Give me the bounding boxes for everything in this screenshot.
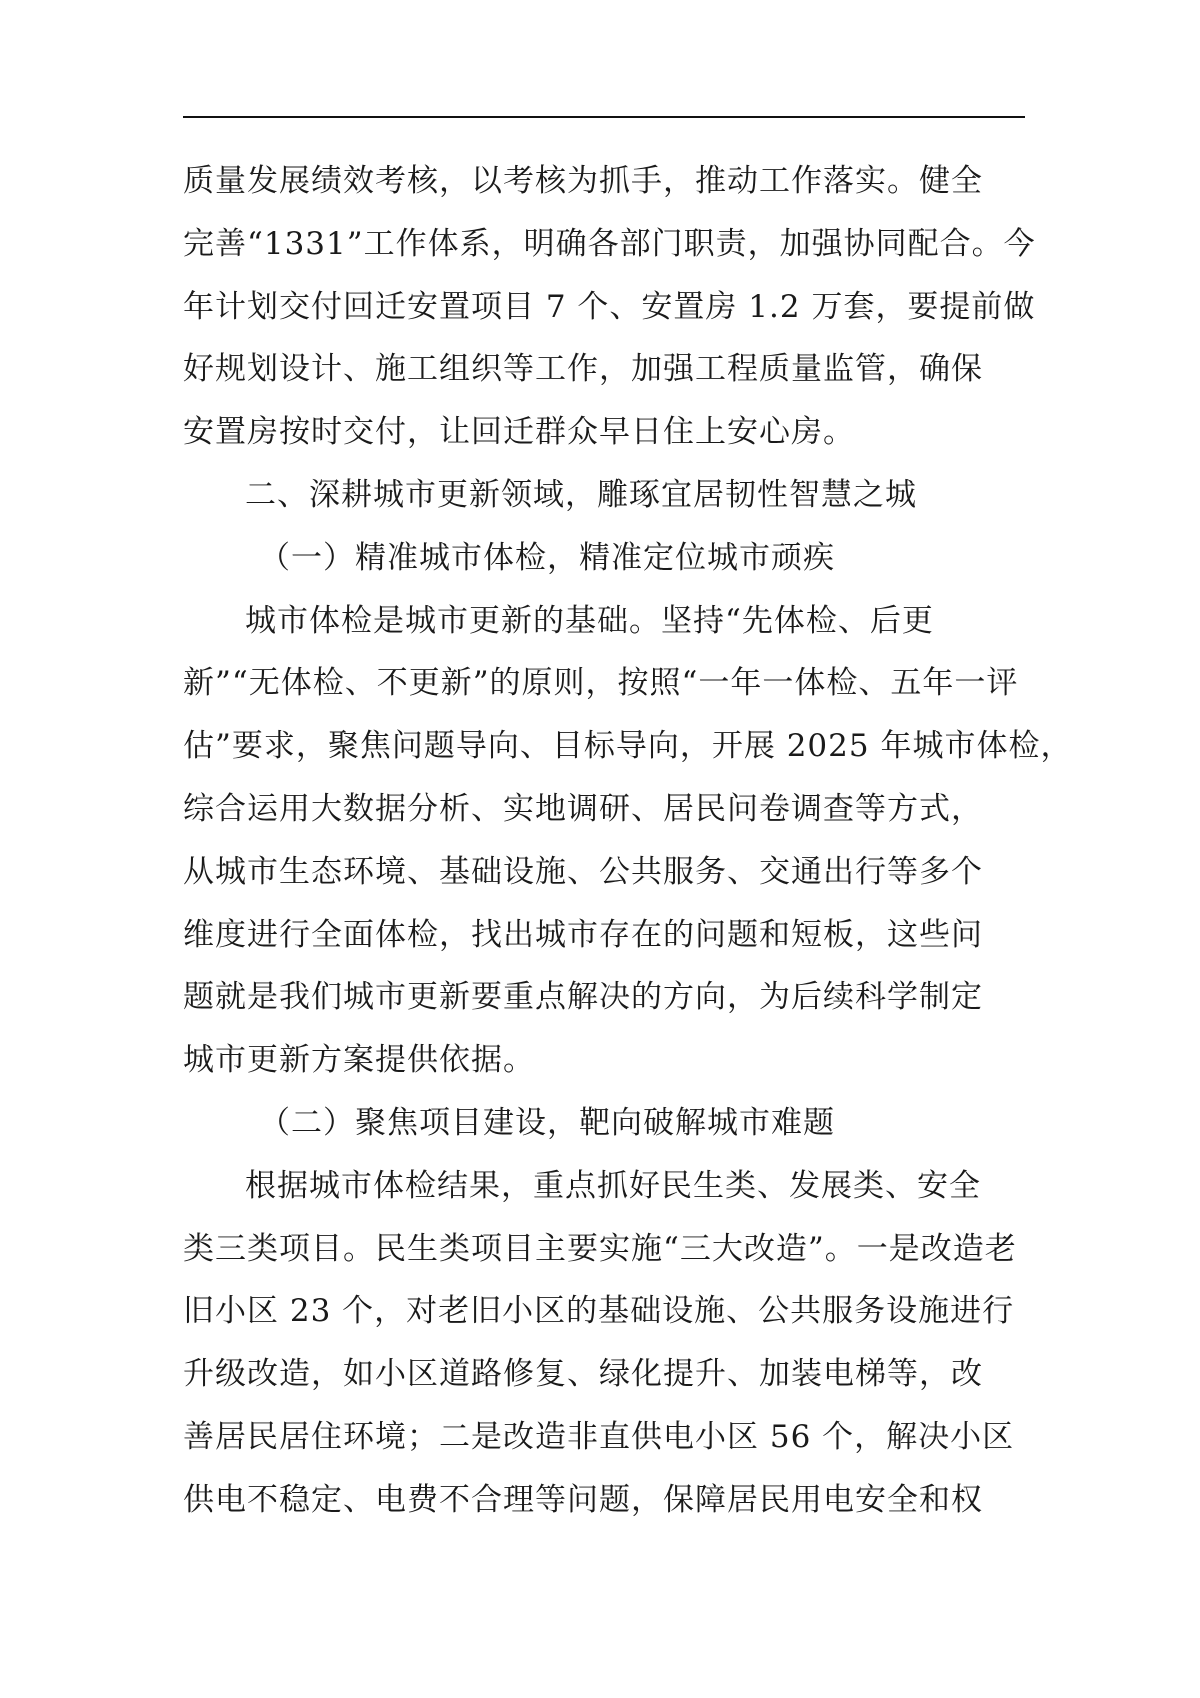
paragraph-first-line: 城市体检是城市更新的基础。坚持“先体检、后更 (245, 602, 934, 639)
body-line: 质量发展绩效考核，以考核为抓手，推动工作落实。健全 (183, 163, 983, 199)
body-line: 从城市生态环境、基础设施、公共服务、交通出行等多个 (183, 853, 983, 890)
body-line: 类三类项目。民生类项目主要实施“三大改造”。一是改造老 (183, 1230, 1017, 1267)
body-line: 善居民居住环境；二是改造非直供电小区 56 个，解决小区 (183, 1418, 1015, 1455)
body-line: 估”要求，聚焦问题导向、目标导向，开展 2025 年城市体检， (183, 728, 1073, 765)
body-line: 升级改造，如小区道路修复、绿化提升、加装电梯等，改 (183, 1356, 983, 1393)
body-line: 新”“无体检、不更新”的原则，按照“一年一体检、五年一评 (183, 665, 1019, 702)
body-line: 维度进行全面体检，找出城市存在的问题和短板，这些问 (183, 916, 983, 953)
subsection-heading: （一）精准城市体检，精准定位城市顽疾 (259, 539, 835, 576)
body-line: 供电不稳定、电费不合理等问题，保障居民用电安全和权 (183, 1481, 983, 1518)
body-line: 城市更新方案提供依据。 (183, 1042, 535, 1079)
body-line: 好规划设计、施工组织等工作，加强工程质量监管，确保 (183, 351, 983, 388)
section-heading: 二、深耕城市更新领域，雕琢宜居韧性智慧之城 (245, 476, 917, 513)
body-line: 旧小区 23 个，对老旧小区的基础设施、公共服务设施进行 (183, 1293, 1015, 1330)
body-line: 综合运用大数据分析、实地调研、居民问卷调查等方式， (183, 790, 983, 827)
body-line: 年计划交付回迁安置项目 7 个、安置房 1.2 万套，要提前做 (183, 288, 1036, 325)
subsection-heading: （二）聚焦项目建设，靶向破解城市难题 (259, 1104, 835, 1141)
paragraph-first-line: 根据城市体检结果，重点抓好民生类、发展类、安全 (245, 1167, 981, 1204)
document-body (183, 150, 1073, 1532)
header-rule (183, 116, 1025, 118)
body-line: 安置房按时交付，让回迁群众早日住上安心房。 (183, 414, 855, 451)
body-line: 题就是我们城市更新要重点解决的方向，为后续科学制定 (183, 979, 983, 1016)
body-line: 完善“1331”工作体系，明确各部门职责，加强协同配合。今 (183, 225, 1036, 262)
